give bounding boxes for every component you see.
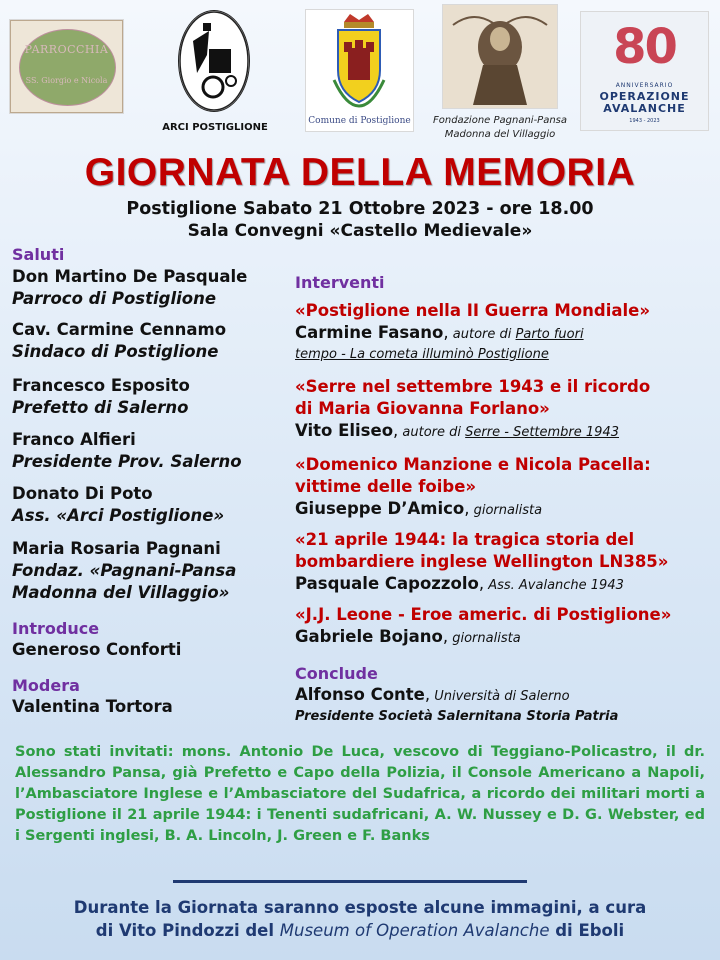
avalanche-years: 1943 - 2023 [629, 118, 660, 124]
person-role: Prefetto di Salerno [12, 398, 189, 417]
conclude-block [295, 664, 715, 726]
introduce-name: Generoso Conforti [12, 640, 182, 659]
person-name: Don Martino De Pasquale [12, 267, 248, 286]
talk-title-continued: bombardiere inglese Wellington LN385» [295, 552, 669, 571]
person-role: Presidente Prov. Salerno [12, 452, 242, 471]
person-role: Sindaco di Postiglione [12, 342, 219, 361]
event-venue: Sala Convegni «Castello Medievale» [187, 221, 533, 241]
saluti-heading: Saluti [12, 245, 65, 264]
modera-name: Valentina Tortora [12, 697, 173, 716]
talk-title-continued: vittime delle foibe» [295, 477, 477, 496]
talk-speaker: Vito Eliseo, autore di Serre - Settembre 1943 [295, 421, 619, 440]
footer-line1: Durante la Giornata saranno esposte alcune immagini, a cura [73, 898, 647, 917]
invited-guests-text: Sono stati invitati: mons. Antonio De Luca, vescovo di Teggiano-Policastro, il dr. Alessandro Pansa, già Prefetto e Capo della Polizia, il Console Americano a Napoli, l’Ambasciatore Inglese e l’Ambasciatore del Sudafrica, a ricordo dei militari morti a Postiglione il 21 aprile 1944: i Tenenti sudafricani, A. W. Nussey e D. G. Webster, ed i Sergenti inglesi, B. A. Lincoln, J. Green e F. Banks [15, 744, 705, 844]
modera-block [12, 676, 297, 718]
postilion-carriage-icon [179, 11, 249, 111]
fondazione-label-line2: Madonna del Villaggio [444, 129, 556, 140]
talk-title: «Domenico Manzione e Nicola Pacella: [295, 455, 651, 474]
person-role: Ass. «Arci Postiglione» [12, 506, 225, 525]
talk-speaker: Giuseppe D’Amico, giornalista [295, 499, 543, 518]
divider-line [173, 880, 527, 883]
introduce-block [12, 619, 297, 661]
talk-item [295, 529, 715, 597]
talk-title-continued: di Maria Giovanna Forlano» [295, 399, 550, 418]
parrocchia-logo-subtext: SS. Giorgio e Nicola [25, 76, 108, 85]
talk-speaker: Pasquale Capozzolo, Ass. Avalanche 1943 [295, 574, 624, 593]
avalanche-anniversary-number: 80 [613, 19, 676, 75]
talk-title: «Serre nel settembre 1943 e il ricordo [295, 377, 651, 396]
talk-book-continued: tempo - La cometa illuminò Postiglione [295, 347, 549, 362]
coat-of-arms-icon [306, 10, 413, 115]
footer-note [0, 896, 720, 942]
talk-item [295, 376, 715, 444]
footer-line2: di Vito Pindozzi del Museum of Operation Avalanche di Eboli [95, 921, 625, 940]
avalanche-small-label: ANNIVERSARIO [615, 82, 674, 89]
conclude-heading: Conclude [295, 664, 378, 683]
engraving-image-icon [443, 5, 557, 108]
talk-title: «21 aprile 1944: la tragica storia del [295, 530, 635, 549]
arci-logo [178, 10, 250, 112]
saluti-person [12, 538, 297, 604]
talk-item [295, 300, 715, 364]
person-name: Francesco Esposito [12, 376, 190, 395]
arci-label: ARCI POSTIGLIONE [162, 122, 268, 133]
introduce-heading: Introduce [12, 619, 100, 638]
person-name: Maria Rosaria Pagnani [12, 539, 221, 558]
conclude-role: Presidente Società Salernitana Storia Patria [295, 709, 619, 724]
avalanche-80-logo [581, 12, 708, 130]
talk-speaker: Carmine Fasano, autore di Parto fuori [295, 323, 584, 342]
parrocchia-seal-icon [19, 29, 116, 106]
talk-item [295, 604, 715, 650]
person-role: Parroco di Postiglione [12, 289, 217, 308]
talk-speaker: Gabriele Bojano, giornalista [295, 627, 521, 646]
modera-heading: Modera [12, 676, 80, 695]
saluti-person [12, 266, 297, 310]
saluti-person [12, 375, 297, 419]
main-title: GIORNATA DELLA MEMORIA [84, 151, 636, 194]
avalanche-name-line1: OPERAZIONE [599, 90, 690, 103]
person-name: Franco Alfieri [12, 430, 136, 449]
person-name: Donato Di Poto [12, 484, 153, 503]
person-role-continued: Madonna del Villaggio» [12, 583, 230, 602]
event-date: Postiglione Sabato 21 Ottobre 2023 - ore 18.00 [126, 199, 594, 219]
saluti-person [12, 483, 297, 527]
person-role: Fondaz. «Pagnani-Pansa [12, 561, 237, 580]
talk-title: «Postiglione nella II Guerra Mondiale» [295, 301, 650, 320]
saluti-person [12, 429, 297, 473]
person-name: Cav. Carmine Cennamo [12, 320, 227, 339]
comune-label: Comune di Postiglione [308, 116, 411, 126]
talk-item [295, 454, 715, 522]
fondazione-label [418, 114, 582, 142]
parrocchia-logo-text: PARROCCHIA [24, 43, 109, 56]
comune-logo [306, 10, 413, 131]
fondazione-logo [443, 5, 557, 108]
talk-title: «J.J. Leone - Eroe americ. di Postiglione» [295, 605, 672, 624]
avalanche-name [581, 91, 708, 115]
saluti-person [12, 319, 297, 363]
avalanche-name-line2: AVALANCHE [603, 102, 686, 115]
conclude-speaker: Alfonso Conte, Università di Salerno [295, 685, 570, 704]
parrocchia-logo [10, 20, 123, 113]
fondazione-label-line1: Fondazione Pagnani-Pansa [432, 115, 568, 126]
interventi-heading: Interventi [295, 273, 385, 292]
